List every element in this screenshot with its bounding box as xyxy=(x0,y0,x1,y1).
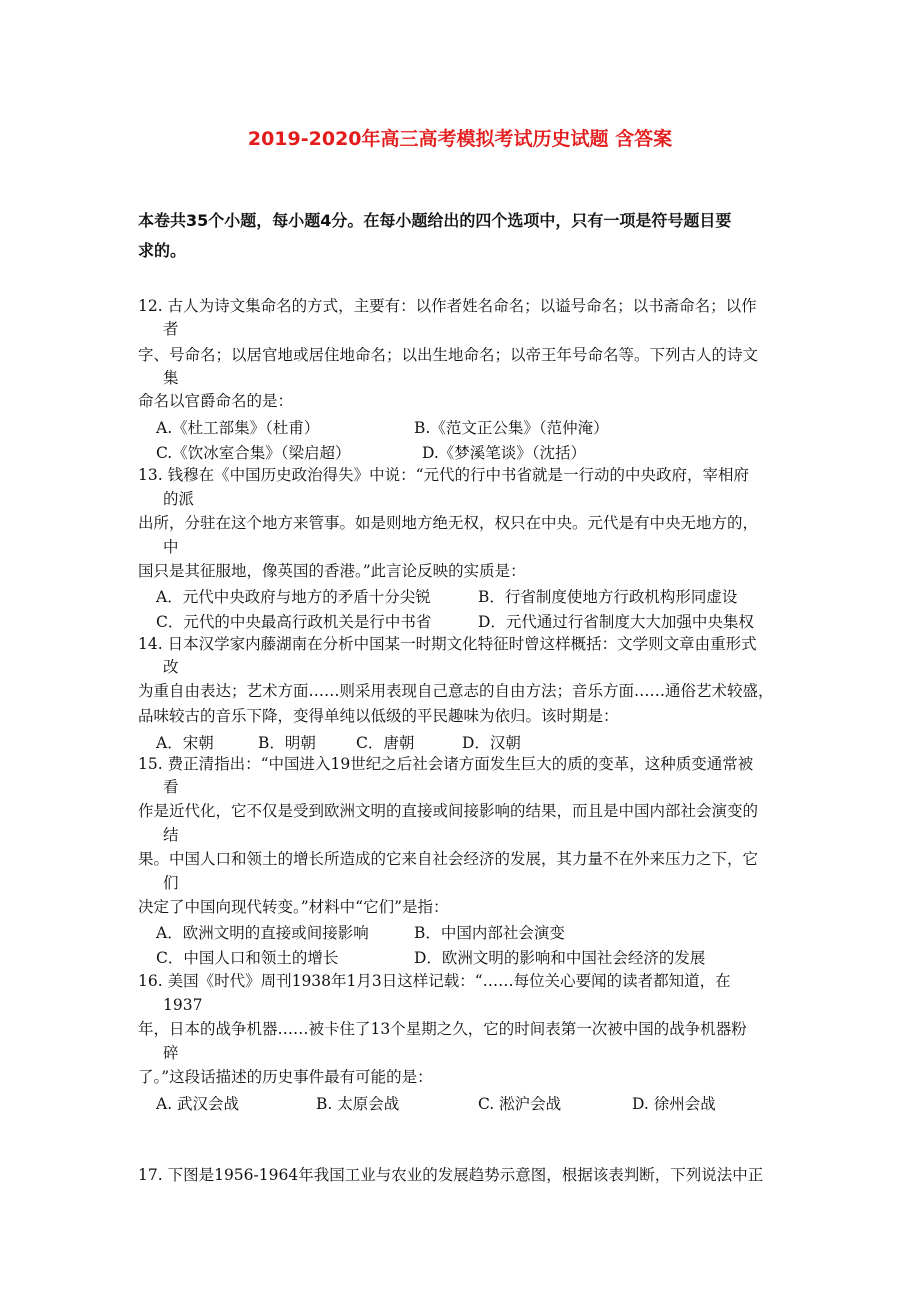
q12-stem-line-2: 者 xyxy=(163,320,179,338)
q17-stem-line-1: 17. 下图是1956-1964年我国工业与农业的发展趋势示意图，根据该表判断，下列说法中正 xyxy=(138,1166,764,1184)
q12-option-d: D.《梦溪笔谈》（沈括） xyxy=(422,444,587,462)
q16-stem-line-4: 碎 xyxy=(163,1044,179,1062)
q14-stem-line-4: 品味较古的音乐下降，变得单纯以低级的平民趣味为依归。该时期是： xyxy=(138,707,619,725)
page-title: 2019-2020年高三高考模拟考试历史试题 含答案 xyxy=(247,128,673,150)
q13-stem-line-2: 的派 xyxy=(163,490,195,508)
intro-line-2: 求的。 xyxy=(138,241,187,260)
q13-stem-line-1: 13. 钱穆在《中国历史政治得失》中说：“元代的行中书省就是一行动的中央政府，宰相府 xyxy=(138,466,750,484)
q15-stem-line-3: 作是近代化，它不仅是受到欧洲文明的直接或间接影响的结果，而且是中国内部社会演变的 xyxy=(138,802,759,820)
q12-stem-line-3: 字、号命名；以居官地或居住地命名；以出生地命名；以帝王年号命名等。下列古人的诗文 xyxy=(138,346,759,364)
q16-stem-line-2: 1937 xyxy=(163,996,203,1014)
q14-option-b: B．明朝 xyxy=(258,734,316,752)
q16-option-c: C. 淞沪会战 xyxy=(478,1095,562,1113)
q13-stem-line-5: 国只是其征服地，像英国的香港。”此言论反映的实质是： xyxy=(138,562,526,580)
q12-option-a: A.《杜工部集》（杜甫） xyxy=(156,419,320,437)
q12-stem-line-5: 命名以官爵命名的是： xyxy=(138,392,294,410)
q16-option-d: D. 徐州会战 xyxy=(632,1095,716,1113)
q15-stem-line-5: 果。中国人口和领土的增长所造成的它来自社会经济的发展，其力量不在外来压力之下，它 xyxy=(138,850,759,868)
q16-stem-line-3: 年，日本的战争机器……被卡住了13个星期之久，它的时间表第一次被中国的战争机器粉 xyxy=(138,1020,747,1038)
q13-option-c: C．元代的中央最高行政机关是行中书省 xyxy=(156,613,432,631)
q14-stem-line-3: 为重自由表达；艺术方面……则采用表现自己意志的自由方法；音乐方面……通俗艺术较盛， xyxy=(138,682,774,700)
q16-stem-line-1: 16. 美国《时代》周刊1938年1月3日这样记载：“……每位关心要闻的读者都知道，在 xyxy=(138,972,731,990)
intro-line-1: 本卷共35个小题，每小题4分。在每小题给出的四个选项中，只有一项是符号题目要 xyxy=(138,211,732,230)
q12-stem-line-4: 集 xyxy=(163,369,179,387)
q15-option-d: D．欧洲文明的影响和中国社会经济的发展 xyxy=(414,949,706,967)
q12-option-b: B.《范文正公集》（范仲淹） xyxy=(414,419,609,437)
q16-stem-line-5: 了。”这段话描述的历史事件最有可能的是： xyxy=(138,1068,433,1086)
q14-option-a: A．宋朝 xyxy=(156,734,214,752)
q13-option-b: B．行省制度使地方行政机构形同虚设 xyxy=(478,588,738,606)
q13-option-a: A．元代中央政府与地方的矛盾十分尖锐 xyxy=(156,588,431,606)
q15-option-c: C．中国人口和领土的增长 xyxy=(156,949,339,967)
q14-stem-line-2: 改 xyxy=(163,658,179,676)
q12-stem-line-1: 12. 古人为诗文集命名的方式，主要有：以作者姓名命名；以谥号命名；以书斋命名；以作 xyxy=(138,297,757,315)
q15-stem-line-7: 决定了中国向现代转变。”材料中“它们”是指： xyxy=(138,898,449,916)
q15-stem-line-1: 15. 费正清指出：“中国进入19世纪之后社会诸方面发生巨大的质的变革，这种质变通常被 xyxy=(138,755,754,773)
q15-option-b: B．中国内部社会演变 xyxy=(414,924,565,942)
q12-option-c: C.《饮冰室合集》（梁启超） xyxy=(156,444,351,462)
q13-stem-line-4: 中 xyxy=(163,538,179,556)
q14-option-c: C．唐朝 xyxy=(356,734,415,752)
q15-option-a: A．欧洲文明的直接或间接影响 xyxy=(156,924,369,942)
q14-stem-line-1: 14. 日本汉学家内藤湖南在分析中国某一时期文化特征时曾这样概括：文学则文章由重形式 xyxy=(138,635,757,653)
q15-stem-line-6: 们 xyxy=(163,874,179,892)
q16-option-a: A. 武汉会战 xyxy=(156,1095,240,1113)
q16-option-b: B. 太原会战 xyxy=(316,1095,400,1113)
q15-stem-line-4: 结 xyxy=(163,826,179,844)
q14-option-d: D．汉朝 xyxy=(462,734,521,752)
q13-option-d: D．元代通过行省制度大大加强中央集权 xyxy=(478,613,754,631)
q15-stem-line-2: 看 xyxy=(163,778,179,796)
q13-stem-line-3: 出所，分驻在这个地方来管事。如是则地方绝无权，权只在中央。元代是有中央无地方的， xyxy=(138,514,759,532)
